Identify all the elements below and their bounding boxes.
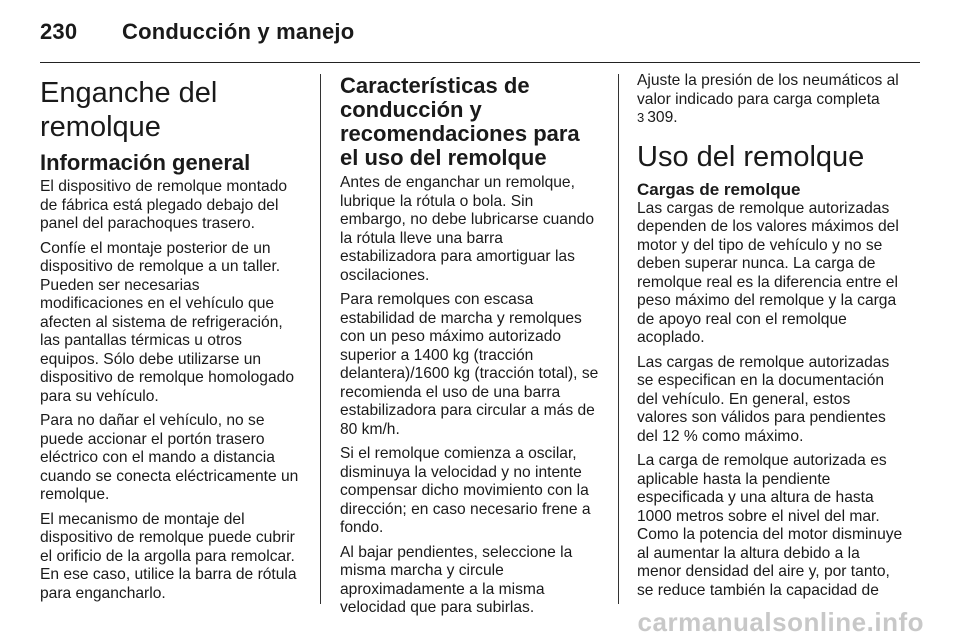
chapter-title: Conducción y manejo <box>122 19 355 44</box>
column-1 <box>40 72 304 609</box>
subsection-title-informacion: Información general <box>40 150 251 175</box>
paragraph: Confíe el montaje posterior de un dispositivo de remolque a un taller. Pueden ser necesarias modificaciones en el vehículo que afecten al sistema de refrigeración, las pantallas térmicas u otros equipos. Sólo debe utilizarse un dispositivo de remolque homologado para su vehículo. <box>40 239 294 405</box>
paragraph: Para no dañar el vehículo, no se puede accionar el portón trasero eléctrico con el mando a distancia cuando se conecta eléctricamente un remolque. <box>40 412 299 503</box>
paragraph: Si el remolque comienza a oscilar, disminuya la velocidad y no intente compensar dicho movimiento con la dirección; en caso necesario frene a fondo. <box>340 445 591 536</box>
section-title-caracteristicas: Características de conducción y recomendaciones para el uso del remolque <box>340 73 580 170</box>
watermark: carmanualsonline.info <box>637 607 924 637</box>
paragraph: Las cargas de remolque autorizadas se especifican en la documentación del vehículo. En general, estos valores son válidos para pendientes del 12 % como máximo. <box>637 353 890 445</box>
page-number: 230 <box>40 19 78 44</box>
column-divider-2 <box>618 74 619 604</box>
page-reference-arrow-icon: 3 <box>637 110 645 125</box>
column-3 <box>637 72 903 606</box>
column-divider-1 <box>320 74 321 604</box>
section-title-enganche: Enganche del remolque <box>40 77 218 143</box>
paragraph-intro <box>637 72 903 128</box>
paragraph: La carga de remolque autorizada es aplicable hasta la pendiente especificada y una altura de hasta 1000 metros sobre el nivel del mar. Como la potencia del motor disminuye al aumentar la altura debido a la menor densidad del aire y, por tanto, se reduce también la capacidad de <box>637 452 903 599</box>
page-reference-link[interactable]: 309. <box>647 109 678 126</box>
column-2 <box>340 72 602 624</box>
page-header <box>40 12 920 52</box>
paragraph: Las cargas de remolque autorizadas dependen de los valores máximos del motor y del tipo de vehículo y no se deben superar nunca. La carga de remolque real es la diferencia entre el peso máximo del remolque y la carga de apoyo real con el remolque acoplado. <box>637 199 899 346</box>
subsection-title-cargas: Cargas de remolque <box>637 179 801 199</box>
section-title-uso-remolque: Uso del remolque <box>637 140 865 173</box>
paragraph: El dispositivo de remolque montado de fábrica está plegado debajo del panel del parachoques trasero. <box>40 178 288 232</box>
intro-text: Ajuste la presión de los neumáticos al valor indicado para carga completa <box>637 72 899 108</box>
paragraph: Al bajar pendientes, seleccione la misma marcha y circule aproximadamente a la misma velocidad que para subirlas. <box>340 543 573 616</box>
header-rule <box>40 62 920 63</box>
paragraph: El mecanismo de montaje del dispositivo de remolque puede cubrir el orificio de la argolla para remolcar. En ese caso, utilice la barra de rótula para engancharlo. <box>40 510 297 602</box>
paragraph: Antes de enganchar un remolque, lubrique la rótula o bola. Sin embargo, no debe lubricarse cuando la rótula lleve una barra estabilizadora para amortiguar las oscilaciones. <box>340 174 594 284</box>
paragraph: Para remolques con escasa estabilidad de marcha y remolques con un peso máximo autorizado superior a 1400 kg (tracción delantera)/1600 kg (tracción total), se recomienda el uso de una barra estabilizadora para circular a más de 80 km/h. <box>340 291 599 438</box>
